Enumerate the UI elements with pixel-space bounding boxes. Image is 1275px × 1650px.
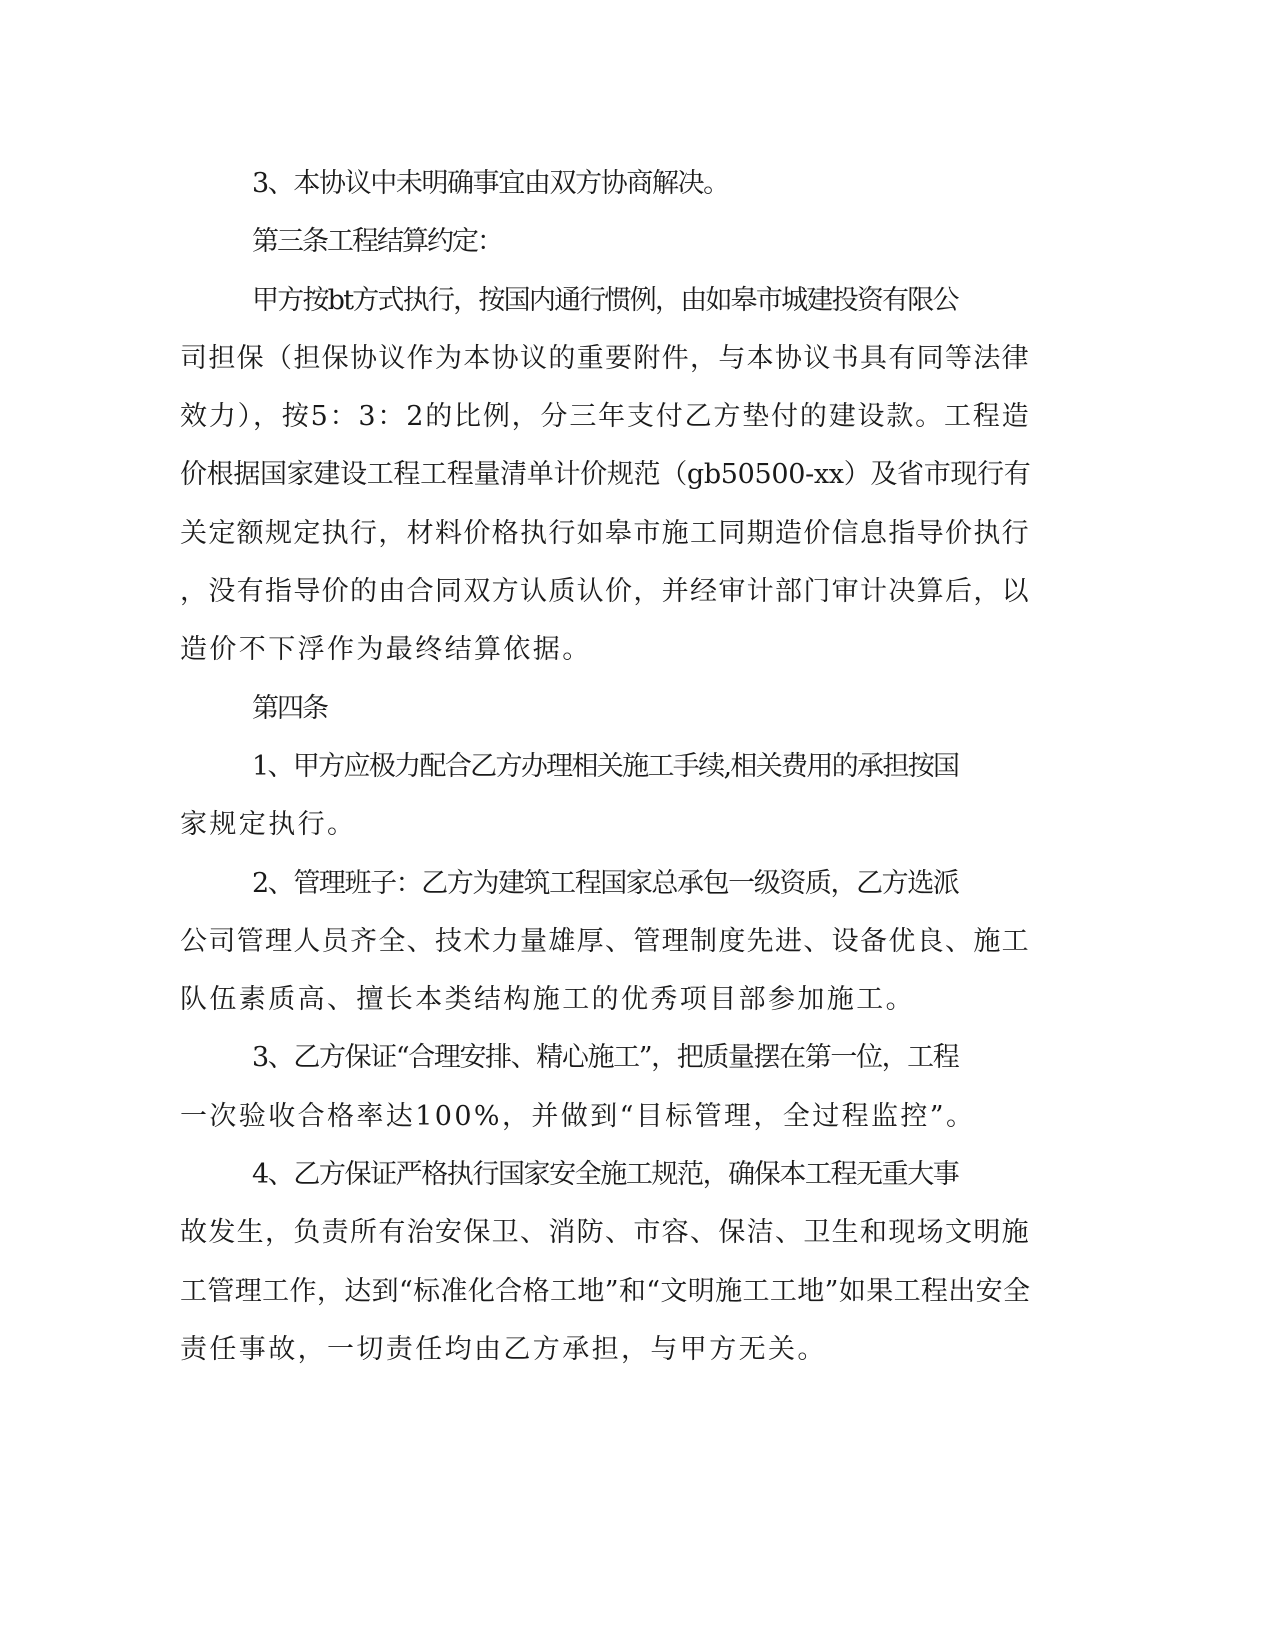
- text-line: 造价不下浮作为最终结算依据。: [180, 634, 592, 666]
- text-line: 家规定执行。: [180, 809, 357, 841]
- text-line: 3、本协议中未明确事宜由双方协商解决。: [252, 168, 729, 199]
- document-body: [180, 155, 1030, 1379]
- text-line: 队伍素质高、擅长本类结构施工的优秀项目部参加施工。: [180, 984, 915, 1016]
- text-line: 责任事故，一切责任均由乙方承担，与甲方无关。: [180, 1333, 827, 1365]
- text-line: 第四条: [252, 692, 327, 724]
- text-line: 2、管理班子：乙方为建筑工程国家总承包一级资质，乙方选派: [252, 867, 959, 899]
- text-line: 甲方按bt方式执行，按国内通行惯例，由如皋市城建投资有限公: [252, 284, 958, 316]
- text-line: 1、甲方应极力配合乙方办理相关施工手续,相关费用的承担按国: [252, 750, 959, 782]
- text-line: 价根据国家建设工程工程量清单计价规范（gb50500-xx）及省市现行有: [180, 459, 1031, 491]
- text-line: 故发生，负责所有治安保卫、消防、市容、保洁、卫生和现场文明施: [180, 1217, 1030, 1249]
- text-line: 工管理工作，达到“标准化合格工地”和“文明施工工地”如果工程出安全: [180, 1275, 1031, 1307]
- text-line: 关定额规定执行，材料价格执行如皋市施工同期造价信息指导价执行: [180, 517, 1030, 549]
- text-line: 效力），按5：3：2的比例，分三年支付乙方垫付的建设款。工程造: [180, 401, 1031, 433]
- text-line: 一次验收合格率达100%，并做到“目标管理，全过程监控”。: [180, 1100, 976, 1132]
- text-line: 司担保（担保协议作为本协议的重要附件，与本协议书具有同等法律: [180, 342, 1030, 374]
- text-line: ，没有指导价的由合同双方认质认价，并经审计部门审计决算后，以: [180, 576, 1030, 608]
- text-line: 4、乙方保证严格执行国家安全施工规范，确保本工程无重大事: [252, 1159, 959, 1191]
- text-line: 公司管理人员齐全、技术力量雄厚、管理制度先进、设备优良、施工: [180, 925, 1030, 957]
- text-line: 3、乙方保证“合理安排、精心施工”，把质量摆在第一位，工程: [252, 1042, 959, 1074]
- text-line: 第三条工程结算约定：: [252, 226, 502, 258]
